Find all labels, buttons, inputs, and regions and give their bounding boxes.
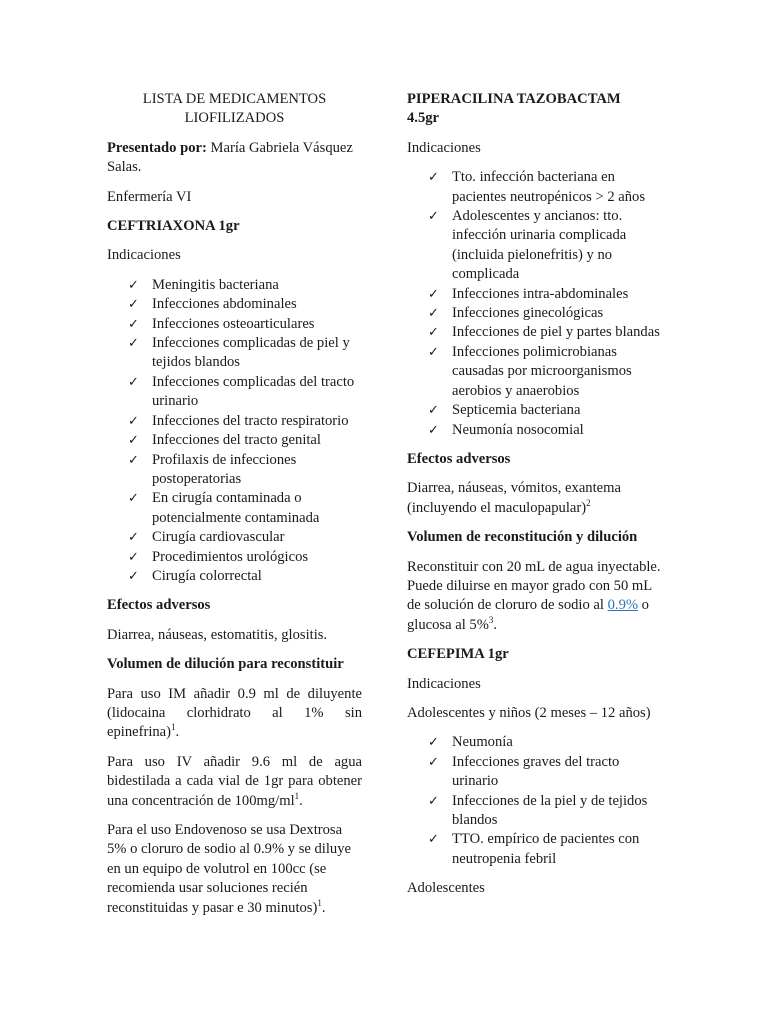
- checkmark-icon: ✓: [428, 170, 439, 186]
- checkmark-icon: ✓: [428, 735, 439, 751]
- list-item: ✓ Cirugía colorrectal: [107, 567, 362, 586]
- ceftriaxona-indications-label: Indicaciones: [107, 247, 181, 264]
- list-item: ✓ Infecciones polimicrobianas causadas por microorganismos aerobios y anaerobios: [428, 343, 632, 399]
- cefepima-heading: CEFEPIMA 1gr: [407, 646, 509, 663]
- list-item: ✓ Neumonía: [407, 733, 662, 752]
- right-column: [407, 90, 662, 909]
- ceftriaxona-indications-list: [107, 276, 362, 587]
- checkmark-icon: ✓: [428, 832, 439, 848]
- checkmark-icon: ✓: [128, 336, 139, 352]
- list-item: ✓ Neumonía nosocomial: [407, 421, 662, 440]
- document-title: LISTA DE MEDICAMENTOS LIOFILIZADOS: [142, 91, 327, 127]
- list-item: ✓ Infecciones del tracto respiratorio: [107, 412, 362, 431]
- list-item: ✓ Infecciones de la piel y de tejidos blandos: [428, 792, 648, 828]
- ceftriaxona-dilution-heading: Volumen de dilución para reconstituir: [107, 656, 344, 673]
- checkmark-icon: ✓: [128, 413, 139, 429]
- piperacilina-heading: PIPERACILINA TAZOBACTAM 4.5gr: [407, 91, 621, 127]
- list-item: ✓ En cirugía contaminada o potencialmente contaminada: [128, 490, 320, 526]
- list-item: ✓ Infecciones abdominales: [107, 295, 362, 314]
- checkmark-icon: ✓: [128, 452, 139, 468]
- checkmark-icon: ✓: [428, 422, 439, 438]
- checkmark-icon: ✓: [128, 549, 139, 565]
- list-item: ✓ Infecciones intra-abdominales: [407, 285, 662, 304]
- list-item: ✓ Tto. infección bacteriana en pacientes neutropénicos > 2 años: [428, 169, 646, 205]
- list-item: ✓ Infecciones de piel y partes blandas: [407, 323, 662, 342]
- checkmark-icon: ✓: [428, 325, 439, 341]
- piperacilina-adverse-text: Diarrea, náuseas, vómitos, exantema (incluyendo el maculopapular)$^2$: [407, 480, 621, 516]
- list-item: ✓ Procedimientos urológicos: [107, 548, 362, 567]
- course-label: Enfermería VI: [107, 188, 192, 205]
- iv-paragraph: Para uso IV añadir 9.6 ml de agua bidestilada a cada vial de 1gr para obtener una concentración de $100mg/ml^1$.: [107, 753, 362, 809]
- piperacilina-indications-list: [407, 168, 662, 440]
- list-item: ✓ Profilaxis de infecciones postoperatorias: [128, 451, 297, 487]
- im-paragraph: Para uso IM añadir 0.9 ml de diluyente (lidocaina clorhidrato al 1% sin epinefrina)$^1$.: [107, 685, 362, 741]
- checkmark-icon: ✓: [128, 433, 139, 449]
- piperacilina-recon-heading: Volumen de reconstitución y dilución: [407, 529, 638, 546]
- list-item: ✓ Infecciones del tracto genital: [107, 431, 362, 450]
- checkmark-icon: ✓: [128, 491, 139, 507]
- list-item: ✓ Infecciones osteoarticulares: [107, 315, 362, 334]
- list-item: ✓ Infecciones complicadas de piel y tejidos blandos: [128, 335, 350, 371]
- list-item: ✓ Meningitis bacteriana: [107, 276, 362, 295]
- checkmark-icon: ✓: [428, 286, 439, 302]
- cefepima-age-group: Adolescentes y niños (2 meses – 12 años): [407, 704, 651, 721]
- checkmark-icon: ✓: [428, 209, 439, 225]
- checkmark-icon: ✓: [128, 277, 139, 293]
- checkmark-icon: ✓: [128, 568, 139, 584]
- ceftriaxona-adverse-heading: Efectos adversos: [107, 597, 211, 614]
- ceftriaxona-heading: CEFTRIAXONA 1gr: [107, 218, 240, 235]
- checkmark-icon: ✓: [128, 297, 139, 313]
- checkmark-icon: ✓: [428, 793, 439, 809]
- ceftriaxona-adverse-text: Diarrea, náuseas, estomatitis, glositis.: [107, 626, 328, 643]
- list-item: ✓ Infecciones complicadas del tracto urinario: [128, 373, 355, 410]
- endovenoso-paragraph: Para el uso Endovenoso se usa Dextrosa 5% o cloruro de sodio al 0.9% y se diluye en un equipo de volutrol en 100cc (se recomienda usar soluciones recién reconstituidas y pasar e 30 minutos)$^1$.: [107, 822, 351, 916]
- percent-link[interactable]: 0.9%: [607, 597, 639, 614]
- piperacilina-recon-text: Reconstituir con 20 mL de agua inyectable. Puede diluirse en mayor grado con 50 mL de solución de cloruro de sodio al 0.9% o glucosa al 5%$^3$.: [407, 558, 661, 633]
- checkmark-icon: ✓: [428, 344, 439, 360]
- cefepima-trailing: Adolescentes: [407, 880, 485, 897]
- left-column: [107, 90, 362, 928]
- checkmark-icon: ✓: [428, 306, 439, 322]
- list-item: ✓ TTO. empírico de pacientes con neutropenia febril: [428, 831, 640, 867]
- list-item: ✓ Infecciones graves del tracto urinario: [428, 753, 620, 790]
- piperacilina-adverse-heading: Efectos adversos: [407, 450, 511, 467]
- checkmark-icon: ✓: [128, 316, 139, 332]
- checkmark-icon: ✓: [128, 530, 139, 546]
- checkmark-icon: ✓: [128, 374, 139, 390]
- list-item: ✓ Septicemia bacteriana: [407, 401, 662, 420]
- presented-by: Presentado por: María Gabriela Vásquez Salas.: [107, 139, 353, 176]
- list-item: ✓ Adolescentes y ancianos: tto. infección urinaria complicada (incluida pielonefritis) y no complicada: [428, 208, 627, 283]
- list-item: ✓ Cirugía cardiovascular: [107, 528, 362, 547]
- checkmark-icon: ✓: [428, 754, 439, 770]
- piperacilina-indications-label: Indicaciones: [407, 139, 481, 156]
- list-item: ✓ Infecciones ginecológicas: [407, 304, 662, 323]
- cefepima-indications-list: [407, 733, 662, 869]
- checkmark-icon: ✓: [428, 403, 439, 419]
- cefepima-indications-label: Indicaciones: [407, 675, 481, 692]
